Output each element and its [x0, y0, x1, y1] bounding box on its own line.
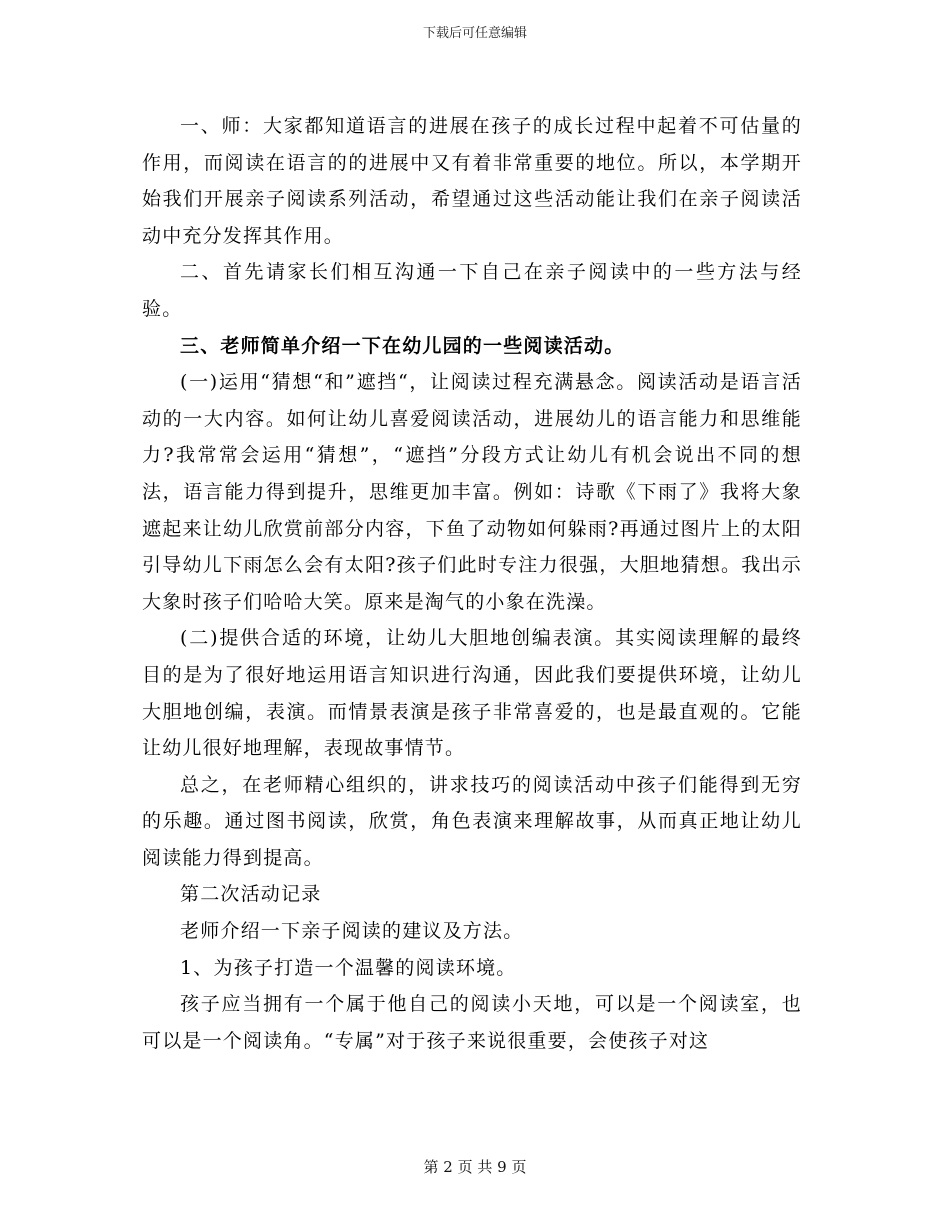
paragraph-guess-and-cover: (一)运用“猜想“和”遮挡“，让阅读过程充满悬念。阅读活动是语言活动的一大内容。如何让幼儿喜爱阅读活动，进展幼儿的语言能力和思维能力?我常常会运用“猜想”，“遮挡”分段方式让幼儿有机会说出不同的想法，语言能力得到提升，思维更加丰富。例如：诗歌《下雨了》我将大象遮起来让幼儿欣赏前部分内容，下鱼了动物如何躲雨?再通过图片上的太阳引导幼儿下雨怎么会有太阳?孩子们此时专注力很强，大胆地猜想。我出示大象时孩子们哈哈大笑。原来是淘气的小象在洗澡。 — [142, 371, 802, 613]
paragraph-second-activity-title: 第二次活动记录 — [180, 883, 322, 906]
paragraph-intro: 一、师：大家都知道语言的进展在孩子的成长过程中起着不可估量的作用，而阅读在语言的的进展中又有着非常重要的地位。所以，本学期开始我们开展亲子阅读系列活动，希望通过这些活动能让我们在亲子阅读活动中充分发挥其作用。 — [142, 115, 802, 247]
paragraph-summary: 总之，在老师精心组织的，讲求技巧的阅读活动中孩子们能得到无穷的乐趣。通过图书阅读，欣赏，角色表演来理解故事，从而真正地让幼儿阅读能力得到提高。 — [142, 773, 802, 869]
page-number: 第 2 页 共 9 页 — [423, 1158, 527, 1176]
paragraph-item-reading-environment: 1、为孩子打造一个温馨的阅读环境。 — [180, 956, 517, 979]
document-body — [142, 108, 802, 1059]
paragraph-parents-exchange: 二、首先请家长们相互沟通一下自己在亲子阅读中的一些方法与经验。 — [142, 261, 802, 320]
paragraph-teacher-suggestions: 老师介绍一下亲子阅读的建议及方法。 — [180, 920, 524, 943]
paragraph-reading-space: 孩子应当拥有一个属于他自己的阅读小天地，可以是一个阅读室，也可以是一个阅读角。“专属”对于孩子来说很重要，会使孩子对这 — [142, 993, 802, 1052]
section-heading-kindergarten-activities: 三、老师简单介绍一下在幼儿园的一些阅读活动。 — [180, 334, 625, 357]
paragraph-environment-performance: (二)提供合适的环境，让幼儿大胆地创编表演。其实阅读理解的最终目的是为了很好地运用语言知识进行沟通，因此我们要提供环境，让幼儿大胆地创编，表演。而情景表演是孩子非常喜爱的，也是最直观的。它能让幼儿很好地理解，表现故事情节。 — [142, 627, 802, 760]
page-header-note: 下载后可任意编辑 — [422, 26, 527, 41]
